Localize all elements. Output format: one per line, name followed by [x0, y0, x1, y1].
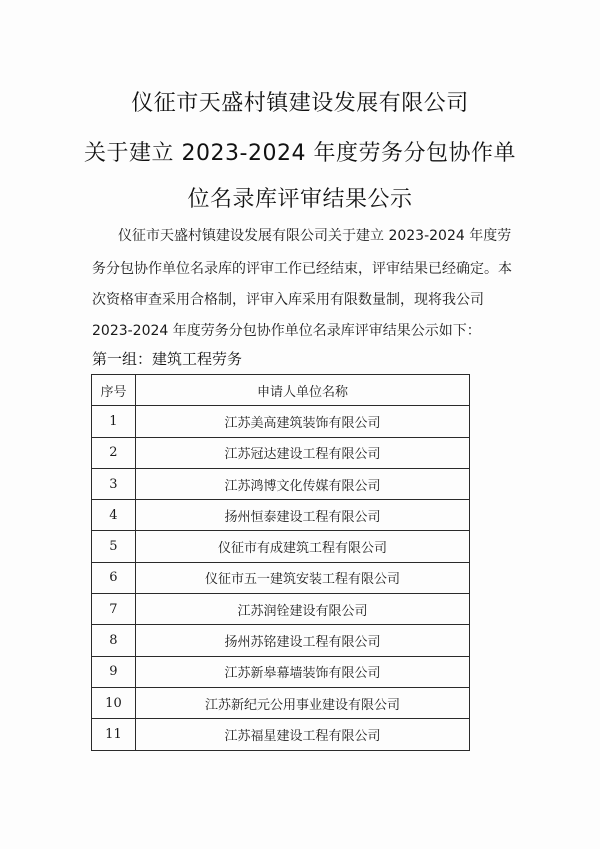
row-number: 7: [92, 594, 136, 625]
body-line-3: 次资格审查采用合格制，评审入库采用有限数量制，现将我公司: [92, 292, 484, 308]
table-row: [92, 687, 470, 718]
table-row: [92, 562, 470, 593]
title-line-1: 仪征市天盛村镇建设发展有限公司: [131, 91, 469, 116]
row-number: 5: [92, 531, 136, 562]
row-number: 8: [92, 625, 136, 656]
title-line-3: 位名录库评审结果公示: [187, 187, 413, 212]
row-number: 4: [92, 500, 136, 531]
header-number: 序号: [92, 375, 136, 406]
row-number: 9: [92, 656, 136, 687]
row-number: 6: [92, 562, 136, 593]
body-line-2: 务分包协作单位名录库的评审工作已经结束，评审结果已经确定。本: [92, 261, 512, 277]
header-company-name: 申请人单位名称: [135, 375, 469, 406]
row-company-name: 江苏鸿博文化传媒有限公司: [135, 468, 469, 499]
table-row: [92, 719, 470, 750]
row-company-name: 江苏新皋幕墙装饰有限公司: [135, 656, 469, 687]
row-number: 3: [92, 468, 136, 499]
row-company-name: 仪征市五一建筑安装工程有限公司: [135, 562, 469, 593]
table-row: [92, 594, 470, 625]
table-row: [92, 437, 470, 468]
table-row: [92, 406, 470, 437]
group-heading: 第一组：建筑工程劳务: [92, 350, 243, 368]
row-company-name: 仪征市有成建筑工程有限公司: [135, 531, 469, 562]
row-number: 2: [92, 437, 136, 468]
row-number: 1: [92, 406, 136, 437]
row-company-name: 扬州苏铭建设工程有限公司: [135, 625, 469, 656]
table-row: [92, 625, 470, 656]
row-company-name: 江苏福星建设工程有限公司: [135, 719, 469, 750]
row-company-name: 江苏新纪元公用事业建设有限公司: [135, 687, 469, 718]
row-company-name: 江苏润铨建设有限公司: [135, 594, 469, 625]
result-table: [91, 374, 470, 751]
row-number: 11: [92, 719, 136, 750]
row-company-name: 江苏美高建筑装饰有限公司: [135, 406, 469, 437]
table-row: [92, 656, 470, 687]
table-row: [92, 531, 470, 562]
table-row: [92, 468, 470, 499]
row-number: 10: [92, 687, 136, 718]
table-row: [92, 500, 470, 531]
table-header-row: [92, 375, 470, 406]
body-line-1: 仪征市天盛村镇建设发展有限公司关于建立 2023-2024 年度劳: [118, 228, 512, 244]
row-company-name: 江苏冠达建设工程有限公司: [135, 437, 469, 468]
title-line-2: 关于建立 2023-2024 年度劳务分包协作单: [84, 141, 516, 166]
row-company-name: 扬州恒泰建设工程有限公司: [135, 500, 469, 531]
body-line-4: 2023-2024 年度劳务分包协作单位名录库评审结果公示如下：: [92, 323, 481, 339]
